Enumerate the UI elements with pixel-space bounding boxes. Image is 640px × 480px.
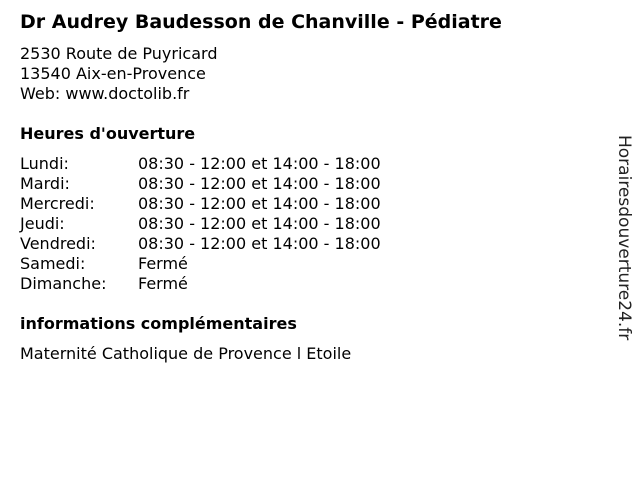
hours-time: Fermé [138, 254, 188, 273]
hours-day: Dimanche: [20, 274, 107, 293]
hours-heading: Heures d'ouverture [20, 124, 196, 143]
hours-day: Mercredi: [20, 194, 95, 213]
info-text: Maternité Catholique de Provence l Etoile [20, 344, 352, 363]
address-city: 13540 Aix-en-Provence [20, 64, 206, 83]
info-heading: informations complémentaires [20, 314, 297, 333]
hours-time: 08:30 - 12:00 et 14:00 - 18:00 [138, 214, 381, 233]
watermark-text: Horairesdouverture24.fr [614, 135, 634, 341]
hours-time: Fermé [138, 274, 188, 293]
hours-day: Jeudi: [20, 214, 65, 233]
hours-day: Lundi: [20, 154, 69, 173]
page-title: Dr Audrey Baudesson de Chanville - Pédiatre [20, 11, 502, 33]
hours-time: 08:30 - 12:00 et 14:00 - 18:00 [138, 174, 381, 193]
hours-day: Mardi: [20, 174, 70, 193]
address-street: 2530 Route de Puyricard [20, 44, 218, 63]
hours-time: 08:30 - 12:00 et 14:00 - 18:00 [138, 234, 381, 253]
hours-time: 08:30 - 12:00 et 14:00 - 18:00 [138, 194, 381, 213]
watermark [613, 135, 635, 347]
hours-day: Samedi: [20, 254, 86, 273]
hours-day: Vendredi: [20, 234, 96, 253]
address-block [20, 44, 217, 104]
address-web: Web: www.doctolib.fr [20, 84, 190, 103]
hours-time: 08:30 - 12:00 et 14:00 - 18:00 [138, 154, 381, 173]
